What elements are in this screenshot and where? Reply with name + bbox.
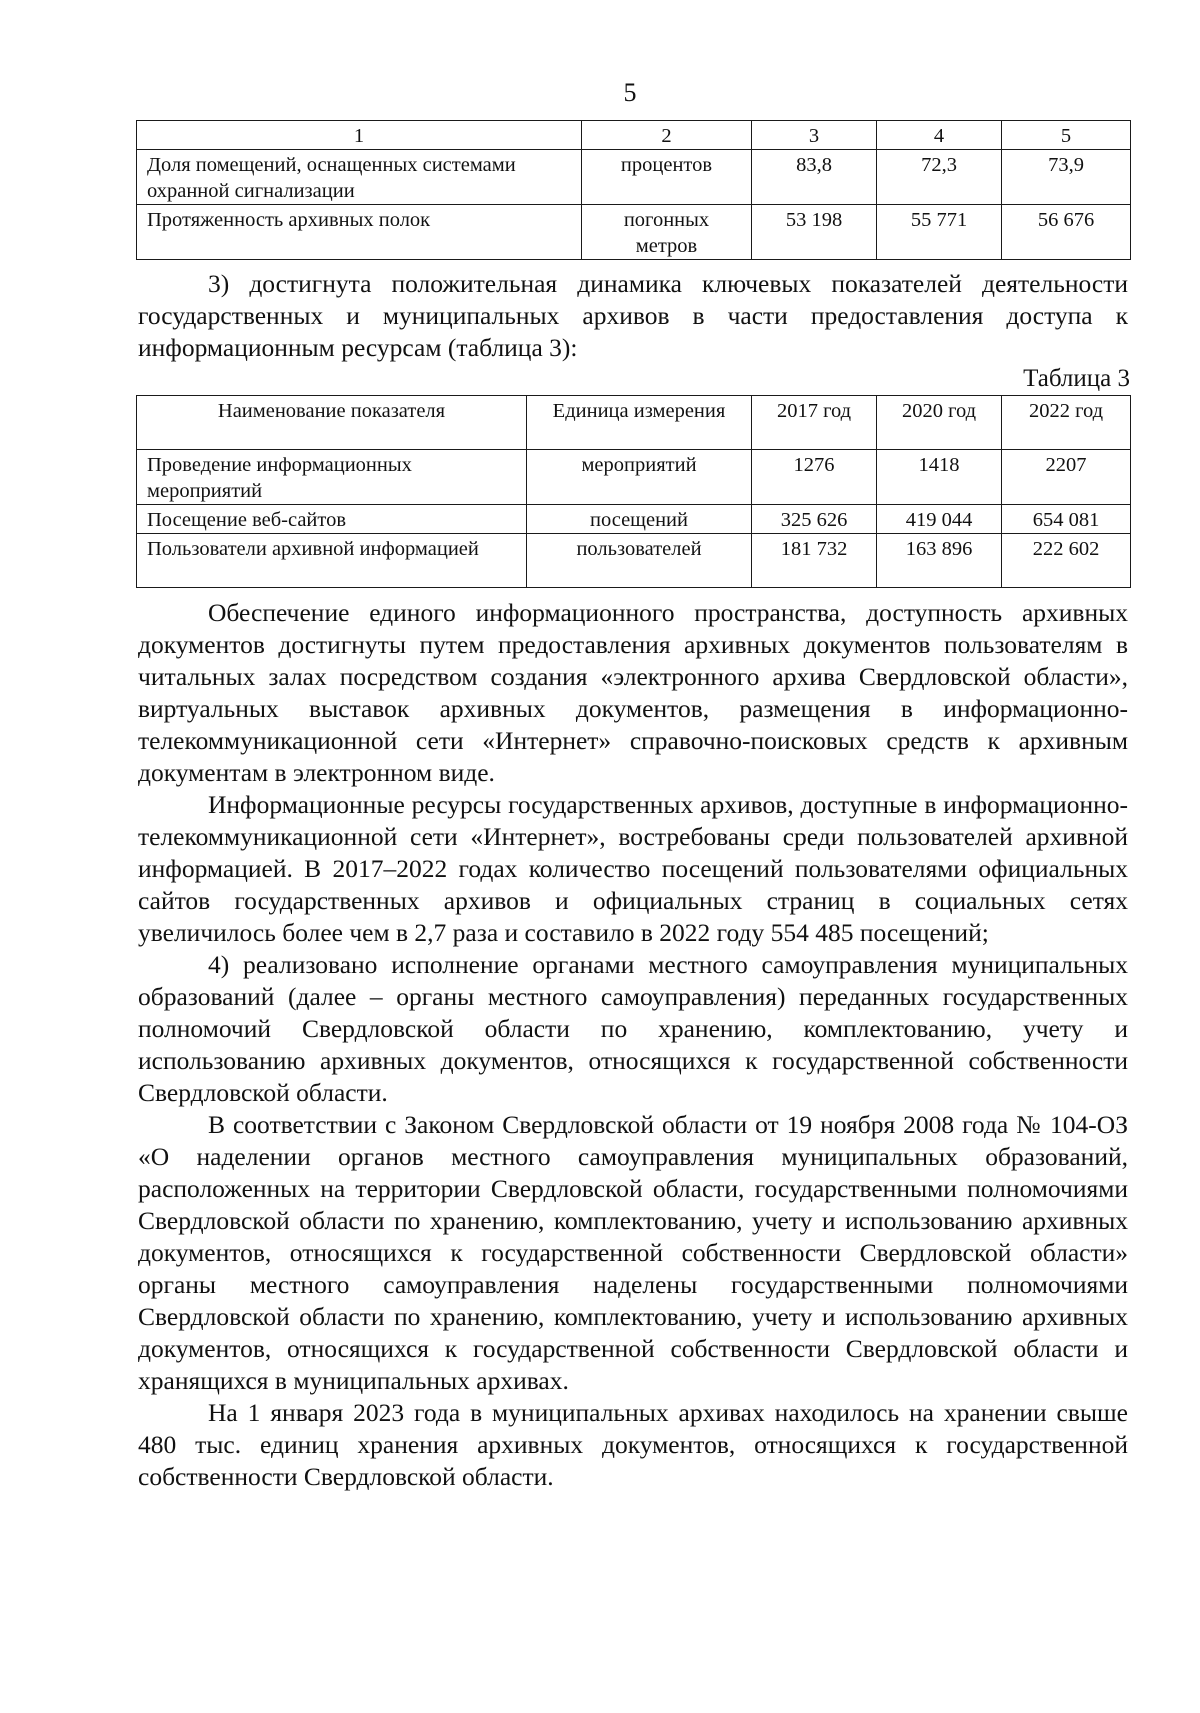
body-text: [138, 597, 1128, 1493]
value: 55 771: [877, 205, 1002, 260]
value: 181 732: [752, 534, 877, 588]
column-header: Единица измерения: [527, 396, 752, 450]
paragraph: В соответствии с Законом Свердловской области от 19 ноября 2008 года № 104-ОЗ «О наделении органов местного самоуправления муниципальных образований, расположенных на территории Свердловской области, государственными полномочиями Свердловской области по хранению, комплектованию, учету и использованию архивных документов, относящихся к государственной собственности Свердловской области» органы местного самоуправления наделены государственными полномочиями Свердловской области по хранению, комплектованию, учету и использованию архивных документов, относящихся к государственной собственности Свердловской области и хранящихся в муниципальных архивах.: [138, 1110, 1128, 1395]
value: 654 081: [1002, 505, 1131, 534]
column-header: 2020 год: [877, 396, 1002, 450]
indicator-name: Пользователи архивной информацией: [137, 534, 527, 588]
indicator-name: Проведение информационных мероприятий: [137, 450, 527, 505]
table-3: [136, 395, 1131, 588]
table-row: [137, 150, 1131, 205]
indicator-name: Доля помещений, оснащенных системами охранной сигнализации: [137, 150, 582, 205]
table-header-row: [137, 121, 1131, 150]
value: 222 602: [1002, 534, 1131, 588]
value: 53 198: [752, 205, 877, 260]
indicator-name: Посещение веб-сайтов: [137, 505, 527, 534]
column-header: Наименование показателя: [137, 396, 527, 450]
paragraph-item-3: [138, 268, 1128, 364]
value: 1418: [877, 450, 1002, 505]
unit: процентов: [582, 150, 752, 205]
paragraph: На 1 января 2023 года в муниципальных архивах находилось на хранении свыше 480 тыс. единиц хранения архивных документов, относящихся к государственной собственности Свердловской области.: [138, 1398, 1128, 1491]
paragraph: Обеспечение единого информационного пространства, доступность архивных документов достигнуты путем предоставления архивных документов пользователям в читальных залах посредством создания «электронного архива Свердловской области», виртуальных выставок архивных документов, размещения в информационно-телекоммуникационной сети «Интернет» справочно-поисковых средств к архивным документам в электронном виде.: [138, 598, 1128, 787]
paragraph: Информационные ресурсы государственных архивов, доступные в информационно-телекоммуникационной сети «Интернет», востребованы среди пользователей архивной информацией. В 2017–2022 годах количество посещений пользователями официальных сайтов государственных архивов и официальных страниц в социальных сетях увеличилось более чем в 2,7 раза и составило в 2022 году 554 485 посещений;: [138, 790, 1128, 947]
value: 2207: [1002, 450, 1131, 505]
indicators-table-continued: [136, 120, 1131, 260]
paragraph: 4) реализовано исполнение органами местного самоуправления муниципальных образований (далее – органы местного самоуправления) переданных государственных полномочий Свердловской области по хранению, комплектованию, учету и использованию архивных документов, относящихся к государственной собственности Свердловской области.: [138, 950, 1128, 1107]
paragraph: 3) достигнута положительная динамика ключевых показателей деятельности государственных и муниципальных архивов в части предоставления доступа к информационным ресурсам (таблица 3):: [138, 269, 1128, 362]
value: 72,3: [877, 150, 1002, 205]
value: 325 626: [752, 505, 877, 534]
value: 419 044: [877, 505, 1002, 534]
value: 163 896: [877, 534, 1002, 588]
table-row: [137, 450, 1131, 505]
table-row: [137, 534, 1131, 588]
value: 73,9: [1002, 150, 1131, 205]
unit: посещений: [527, 505, 752, 534]
value: 1276: [752, 450, 877, 505]
unit: пользователей: [527, 534, 752, 588]
value: 56 676: [1002, 205, 1131, 260]
column-number: 5: [1002, 121, 1131, 150]
column-header: 2022 год: [1002, 396, 1131, 450]
indicator-name: Протяженность архивных полок: [137, 205, 582, 260]
column-header: 2017 год: [752, 396, 877, 450]
table-header-row: [137, 396, 1131, 450]
table-caption: Таблица 3: [1023, 365, 1130, 392]
column-number: 3: [752, 121, 877, 150]
column-number: 1: [137, 121, 582, 150]
table-row: [137, 505, 1131, 534]
unit: мероприятий: [527, 450, 752, 505]
unit: погонных метров: [582, 205, 752, 260]
page-number: 5: [623, 78, 637, 107]
value: 83,8: [752, 150, 877, 205]
table-row: [137, 205, 1131, 260]
column-number: 2: [582, 121, 752, 150]
column-number: 4: [877, 121, 1002, 150]
